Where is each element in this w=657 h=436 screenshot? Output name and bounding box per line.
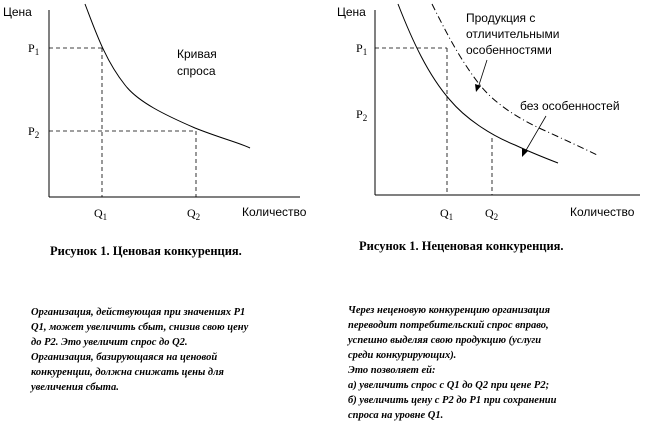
left-text-line: Q1, может увеличить сбыт, снизив свою цену: [31, 322, 249, 333]
right-text-line: а) увеличить спрос с Q1 до Q2 при цене P2;: [348, 380, 550, 391]
right-caption: Рисунок 1. Неценовая конкуренция.: [359, 239, 564, 253]
right-text-line: среди конкурирующих).: [348, 350, 457, 361]
left-text-line: до P2. Это увеличит спрос до Q2.: [31, 337, 188, 348]
left-curve-label-line2: спроса: [177, 64, 216, 78]
distinct-label-line3: особенностями: [466, 43, 552, 57]
right-text-line: успешно выделяя свою продукцию (услуги: [348, 335, 542, 346]
nonprice-competition-diagram: [337, 4, 640, 222]
left-explanation: [31, 305, 248, 395]
left-p2-label: $P_2$: [28, 124, 40, 140]
right-p1-label: $P_1$: [356, 41, 368, 57]
distinct-label-line2: отличительными: [466, 27, 560, 41]
right-y-axis-label: Цена: [337, 5, 366, 19]
distinct-pointer-arrow: [478, 60, 487, 88]
plain-label: без особенностей: [520, 99, 620, 113]
right-text-line: б) увеличить цену с P2 до P1 при сохранении: [348, 395, 557, 406]
left-demand-curve: [85, 4, 250, 148]
left-caption: Рисунок 1. Ценовая конкуренция.: [50, 244, 242, 258]
right-q2-label: $Q_2$: [485, 206, 499, 222]
left-p1-label: $P_1$: [28, 41, 40, 57]
price-competition-diagram: [3, 4, 307, 222]
left-text-line: Организация, действующая при значениях P1: [31, 307, 246, 318]
right-x-axis-label: Количество: [570, 205, 635, 219]
left-curve-label-line1: Кривая: [177, 47, 217, 61]
left-text-line: увеличения сбыта.: [31, 382, 119, 393]
left-text-line: конкуренции, должна снижать цены для: [31, 367, 224, 378]
left-text-line: Организация, базирующаяся на ценовой: [31, 352, 218, 363]
right-p2-label: $P_2$: [356, 107, 368, 123]
left-q2-label: $Q_2$: [187, 206, 201, 222]
right-text-line: Через неценовую конкуренцию организация: [348, 305, 551, 316]
right-text-line: Это позволяет ей:: [348, 365, 436, 376]
right-explanation: [348, 303, 556, 423]
distinct-label-line1: Продукция с: [466, 11, 536, 25]
left-y-axis-label: Цена: [3, 5, 32, 19]
right-text-line: спроса на уровне Q1.: [348, 410, 444, 421]
right-q1-label: $Q_1$: [440, 206, 454, 222]
right-text-line: переводит потребительский спрос вправо,: [348, 320, 549, 331]
plain-pointer-arrow: [525, 116, 546, 152]
left-x-axis-label: Количество: [242, 205, 307, 219]
left-q1-label: $Q_1$: [94, 206, 108, 222]
